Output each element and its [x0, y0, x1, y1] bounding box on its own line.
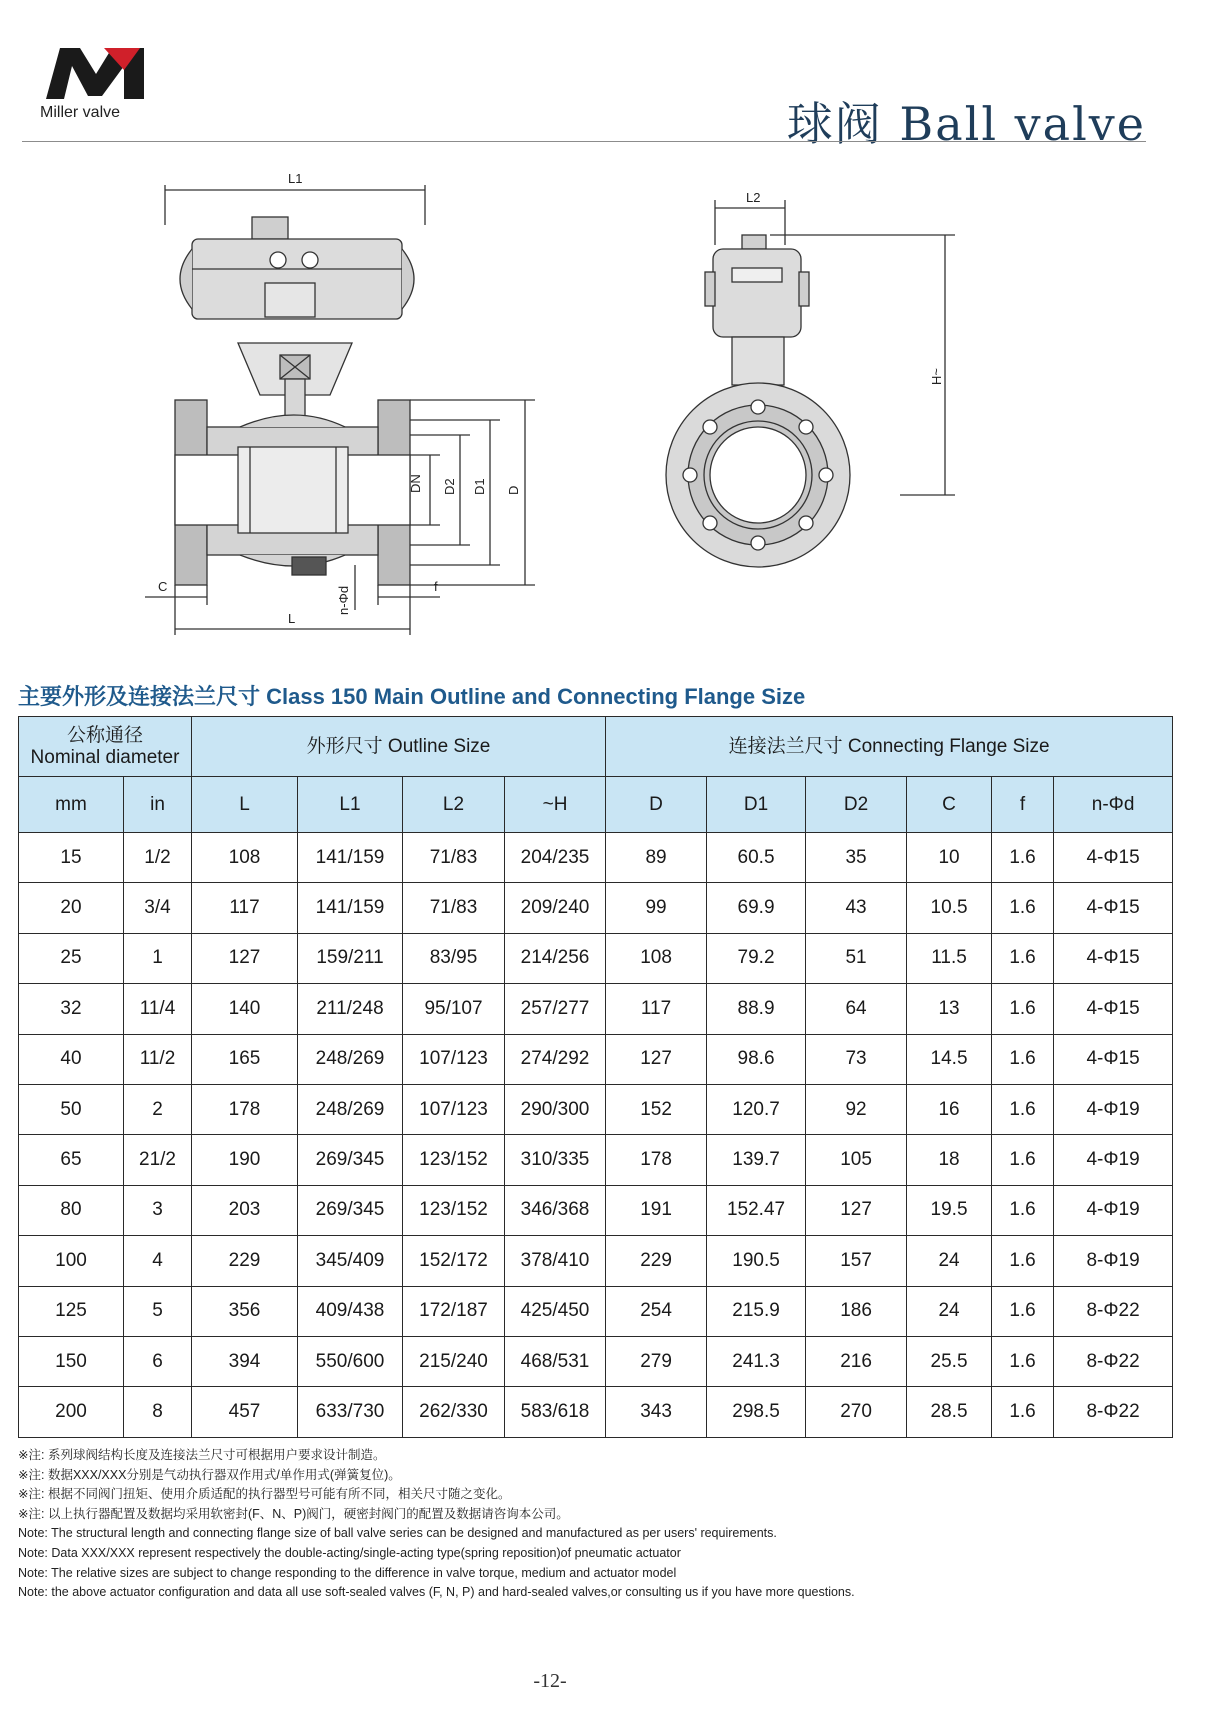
note-label: ※注:	[18, 1506, 45, 1521]
table-cell: 95/107	[403, 984, 505, 1034]
table-cell: 127	[606, 1034, 707, 1084]
table-cell: 204/235	[505, 833, 606, 883]
table-cell: 18	[907, 1135, 992, 1185]
table-cell: 378/410	[505, 1236, 606, 1286]
note-text: The relative sizes are subject to change responding to the difference in valve torque, medium and actuator model	[51, 1565, 677, 1580]
table-cell: 123/152	[403, 1135, 505, 1185]
table-cell: 141/159	[298, 833, 403, 883]
table-cell: 16	[907, 1084, 992, 1134]
column-header: ~H	[505, 777, 606, 833]
table-cell: 139.7	[707, 1135, 806, 1185]
header-nominal-diameter	[19, 717, 192, 777]
table-row	[19, 1387, 1173, 1437]
note-label: Note:	[18, 1565, 48, 1580]
table-cell: 248/269	[298, 1034, 403, 1084]
table-cell: 99	[606, 883, 707, 933]
table-cell: 15	[19, 833, 124, 883]
table-cell: 108	[192, 833, 298, 883]
table-cell: 4-Φ15	[1054, 1034, 1173, 1084]
table-cell: 100	[19, 1236, 124, 1286]
table-cell: 4	[124, 1236, 192, 1286]
table-cell: 550/600	[298, 1336, 403, 1386]
dim-label-d: D	[506, 485, 521, 495]
table-cell: 1	[124, 933, 192, 983]
table-cell: 346/368	[505, 1185, 606, 1235]
table-cell: 8-Φ19	[1054, 1236, 1173, 1286]
table-cell: 356	[192, 1286, 298, 1336]
table-cell: 4-Φ19	[1054, 1135, 1173, 1185]
table-cell: 190	[192, 1135, 298, 1185]
dim-label-h: ~H	[929, 368, 944, 385]
column-header: C	[907, 777, 992, 833]
column-header: D1	[707, 777, 806, 833]
table-cell: 178	[606, 1135, 707, 1185]
table-body	[19, 833, 1173, 1438]
table-section-title: 主要外形及连接法兰尺寸 Class 150 Main Outline and Connecting Flange Size	[18, 684, 806, 709]
table-cell: 4-Φ15	[1054, 833, 1173, 883]
table-cell: 19.5	[907, 1185, 992, 1235]
table-cell: 69.9	[707, 883, 806, 933]
table-cell: 186	[806, 1286, 907, 1336]
table-cell: 203	[192, 1185, 298, 1235]
header-nominal-cn: 公称通径	[66, 724, 143, 746]
table-cell: 4-Φ19	[1054, 1185, 1173, 1235]
table-cell: 35	[806, 833, 907, 883]
table-cell: 11/2	[124, 1034, 192, 1084]
table-cell: 425/450	[505, 1286, 606, 1336]
table-cell: 107/123	[403, 1084, 505, 1134]
table-row	[19, 1286, 1173, 1336]
table-cell: 71/83	[403, 883, 505, 933]
table-cell: 1.6	[992, 1084, 1054, 1134]
table-cell: 98.6	[707, 1034, 806, 1084]
table-cell: 229	[606, 1236, 707, 1286]
note-label: Note:	[18, 1585, 48, 1600]
table-cell: 125	[19, 1286, 124, 1336]
column-header: f	[992, 777, 1054, 833]
note-label: Note:	[18, 1526, 48, 1541]
note-text: 数据XXX/XXX分别是气动执行器双作用式/单作用式(弹簧复位)。	[47, 1467, 401, 1482]
table-cell: 394	[192, 1336, 298, 1386]
table-cell: 215.9	[707, 1286, 806, 1336]
column-header: D	[606, 777, 707, 833]
note-line	[18, 1544, 1178, 1564]
column-header: L	[192, 777, 298, 833]
table-cell: 1.6	[992, 1185, 1054, 1235]
table-cell: 269/345	[298, 1185, 403, 1235]
note-line	[18, 1583, 1178, 1603]
note-text: 以上执行器配置及数据均采用软密封(F、N、P)阀门，硬密封阀门的配置及数据请咨询本公司。	[47, 1506, 569, 1521]
table-cell: 262/330	[403, 1387, 505, 1437]
table-row	[19, 933, 1173, 983]
table-cell: 32	[19, 984, 124, 1034]
table-cell: 152	[606, 1084, 707, 1134]
table-cell: 1.6	[992, 1336, 1054, 1386]
table-cell: 1.6	[992, 984, 1054, 1034]
table-cell: 215/240	[403, 1336, 505, 1386]
table-row	[19, 1135, 1173, 1185]
table-cell: 4-Φ15	[1054, 883, 1173, 933]
table-cell: 50	[19, 1084, 124, 1134]
table-cell: 229	[192, 1236, 298, 1286]
notes-block	[18, 1446, 1178, 1603]
column-header: mm	[19, 777, 124, 833]
table-cell: 25.5	[907, 1336, 992, 1386]
brand-name: Miller valve	[40, 104, 121, 121]
table-cell: 343	[606, 1387, 707, 1437]
table-row	[19, 1336, 1173, 1386]
note-text: the above actuator configuration and data all use soft-sealed valves (F, N, P) and hard-sealed valves,or consulting us if you have more questions.	[51, 1585, 855, 1600]
table-cell: 1.6	[992, 933, 1054, 983]
note-text: Data XXX/XXX represent respectively the double-acting/single-acting type(spring reposition)of pneumatic actuator	[51, 1545, 681, 1560]
table-cell: 211/248	[298, 984, 403, 1034]
table-cell: 80	[19, 1185, 124, 1235]
column-header: D2	[806, 777, 907, 833]
column-header-row	[19, 777, 1173, 833]
dim-label-c: C	[158, 579, 168, 594]
table-row	[19, 833, 1173, 883]
table-cell: 270	[806, 1387, 907, 1437]
note-line	[18, 1564, 1178, 1584]
dim-label-dn: DN	[408, 474, 423, 493]
table-cell: 8-Φ22	[1054, 1387, 1173, 1437]
column-header: L2	[403, 777, 505, 833]
table-cell: 583/618	[505, 1387, 606, 1437]
table-cell: 254	[606, 1286, 707, 1336]
table-row	[19, 1084, 1173, 1134]
table-cell: 165	[192, 1034, 298, 1084]
table-cell: 4-Φ15	[1054, 984, 1173, 1034]
table-cell: 214/256	[505, 933, 606, 983]
table-cell: 1.6	[992, 1236, 1054, 1286]
table-cell: 178	[192, 1084, 298, 1134]
column-header: n-Φd	[1054, 777, 1173, 833]
table-cell: 279	[606, 1336, 707, 1386]
table-cell: 257/277	[505, 984, 606, 1034]
note-line	[18, 1466, 1178, 1486]
table-cell: 152.47	[707, 1185, 806, 1235]
table-cell: 28.5	[907, 1387, 992, 1437]
dim-label-l: L	[288, 611, 296, 626]
table-cell: 468/531	[505, 1336, 606, 1386]
ball-valve-side-view-drawing	[650, 190, 970, 610]
table-cell: 8-Φ22	[1054, 1286, 1173, 1336]
table-cell: 274/292	[505, 1034, 606, 1084]
table-cell: 92	[806, 1084, 907, 1134]
note-label: ※注:	[18, 1487, 45, 1502]
table-row	[19, 1185, 1173, 1235]
table-cell: 65	[19, 1135, 124, 1185]
table-cell: 127	[806, 1185, 907, 1235]
column-header: in	[124, 777, 192, 833]
table-cell: 310/335	[505, 1135, 606, 1185]
table-row	[19, 883, 1173, 933]
table-cell: 60.5	[707, 833, 806, 883]
table-row	[19, 984, 1173, 1034]
note-label: ※注:	[18, 1467, 45, 1482]
note-text: 根据不同阀门扭矩、使用介质适配的执行器型号可能有所不同，相关尺寸随之变化。	[47, 1487, 511, 1502]
dim-label-f: f	[434, 579, 438, 594]
table-cell: 10	[907, 833, 992, 883]
table-cell: 269/345	[298, 1135, 403, 1185]
table-cell: 10.5	[907, 883, 992, 933]
note-line	[18, 1485, 1178, 1505]
table-cell: 1.6	[992, 1034, 1054, 1084]
header-nominal-en: Nominal diameter	[30, 746, 180, 768]
table-cell: 633/730	[298, 1387, 403, 1437]
note-text: 系列球阀结构长度及连接法兰尺寸可根据用户要求设计制造。	[47, 1448, 386, 1462]
note-text: The structural length and connecting flange size of ball valve series can be designed and manufactured as per users' requirements.	[51, 1526, 777, 1541]
table-cell: 120.7	[707, 1084, 806, 1134]
table-cell: 117	[192, 883, 298, 933]
table-cell: 88.9	[707, 984, 806, 1034]
table-cell: 1.6	[992, 833, 1054, 883]
table-cell: 127	[192, 933, 298, 983]
table-cell: 123/152	[403, 1185, 505, 1235]
dim-label-l2: L2	[746, 190, 761, 205]
note-line	[18, 1446, 1178, 1466]
table-cell: 248/269	[298, 1084, 403, 1134]
table-cell: 1.6	[992, 883, 1054, 933]
table-cell: 172/187	[403, 1286, 505, 1336]
table-cell: 11/4	[124, 984, 192, 1034]
table-cell: 209/240	[505, 883, 606, 933]
table-cell: 117	[606, 984, 707, 1034]
table-cell: 345/409	[298, 1236, 403, 1286]
table-cell: 107/123	[403, 1034, 505, 1084]
table-cell: 152/172	[403, 1236, 505, 1286]
table-cell: 3	[124, 1185, 192, 1235]
dim-label-nd: n-Φd	[336, 585, 351, 615]
note-line	[18, 1524, 1178, 1544]
table-cell: 1.6	[992, 1135, 1054, 1185]
table-cell: 3/4	[124, 883, 192, 933]
table-cell: 20	[19, 883, 124, 933]
table-cell: 5	[124, 1286, 192, 1336]
column-header: L1	[298, 777, 403, 833]
table-cell: 24	[907, 1236, 992, 1286]
table-cell: 71/83	[403, 833, 505, 883]
table-cell: 190.5	[707, 1236, 806, 1286]
table-cell: 51	[806, 933, 907, 983]
page-number: -12-	[533, 1670, 567, 1692]
table-cell: 298.5	[707, 1387, 806, 1437]
ball-valve-front-section-drawing	[140, 165, 580, 645]
table-cell: 64	[806, 984, 907, 1034]
table-cell: 159/211	[298, 933, 403, 983]
table-cell: 79.2	[707, 933, 806, 983]
table-cell: 409/438	[298, 1286, 403, 1336]
header-connecting-flange-size: 连接法兰尺寸 Connecting Flange Size	[606, 717, 1173, 777]
flange-size-table	[18, 716, 1173, 1438]
table-cell: 140	[192, 984, 298, 1034]
table-cell: 24	[907, 1286, 992, 1336]
table-cell: 241.3	[707, 1336, 806, 1386]
table-cell: 14.5	[907, 1034, 992, 1084]
table-cell: 83/95	[403, 933, 505, 983]
table-cell: 157	[806, 1236, 907, 1286]
note-label: Note:	[18, 1545, 48, 1560]
dim-label-d1: D1	[472, 478, 487, 495]
table-cell: 191	[606, 1185, 707, 1235]
table-cell: 73	[806, 1034, 907, 1084]
table-row	[19, 1236, 1173, 1286]
table-cell: 4-Φ15	[1054, 933, 1173, 983]
page-title: 球阀 Ball valve	[786, 97, 1146, 151]
table-cell: 89	[606, 833, 707, 883]
table-cell: 1.6	[992, 1387, 1054, 1437]
table-cell: 8	[124, 1387, 192, 1437]
table-cell: 13	[907, 984, 992, 1034]
table-cell: 1/2	[124, 833, 192, 883]
table-cell: 4-Φ19	[1054, 1084, 1173, 1134]
table-cell: 290/300	[505, 1084, 606, 1134]
header-outline-size: 外形尺寸 Outline Size	[192, 717, 606, 777]
dim-label-d2: D2	[442, 478, 457, 495]
table-cell: 6	[124, 1336, 192, 1386]
table-cell: 11.5	[907, 933, 992, 983]
table-cell: 25	[19, 933, 124, 983]
table-cell: 40	[19, 1034, 124, 1084]
table-cell: 150	[19, 1336, 124, 1386]
table-cell: 216	[806, 1336, 907, 1386]
table-cell: 141/159	[298, 883, 403, 933]
table-cell: 1.6	[992, 1286, 1054, 1336]
table-cell: 21/2	[124, 1135, 192, 1185]
table-cell: 2	[124, 1084, 192, 1134]
table-cell: 200	[19, 1387, 124, 1437]
table-cell: 457	[192, 1387, 298, 1437]
dim-label-l1: L1	[288, 171, 303, 186]
header-divider	[22, 141, 1146, 142]
table-cell: 105	[806, 1135, 907, 1185]
note-line	[18, 1505, 1178, 1525]
table-cell: 8-Φ22	[1054, 1336, 1173, 1386]
table-cell: 108	[606, 933, 707, 983]
table-cell: 43	[806, 883, 907, 933]
table-row	[19, 1034, 1173, 1084]
note-label: ※注:	[18, 1448, 45, 1462]
